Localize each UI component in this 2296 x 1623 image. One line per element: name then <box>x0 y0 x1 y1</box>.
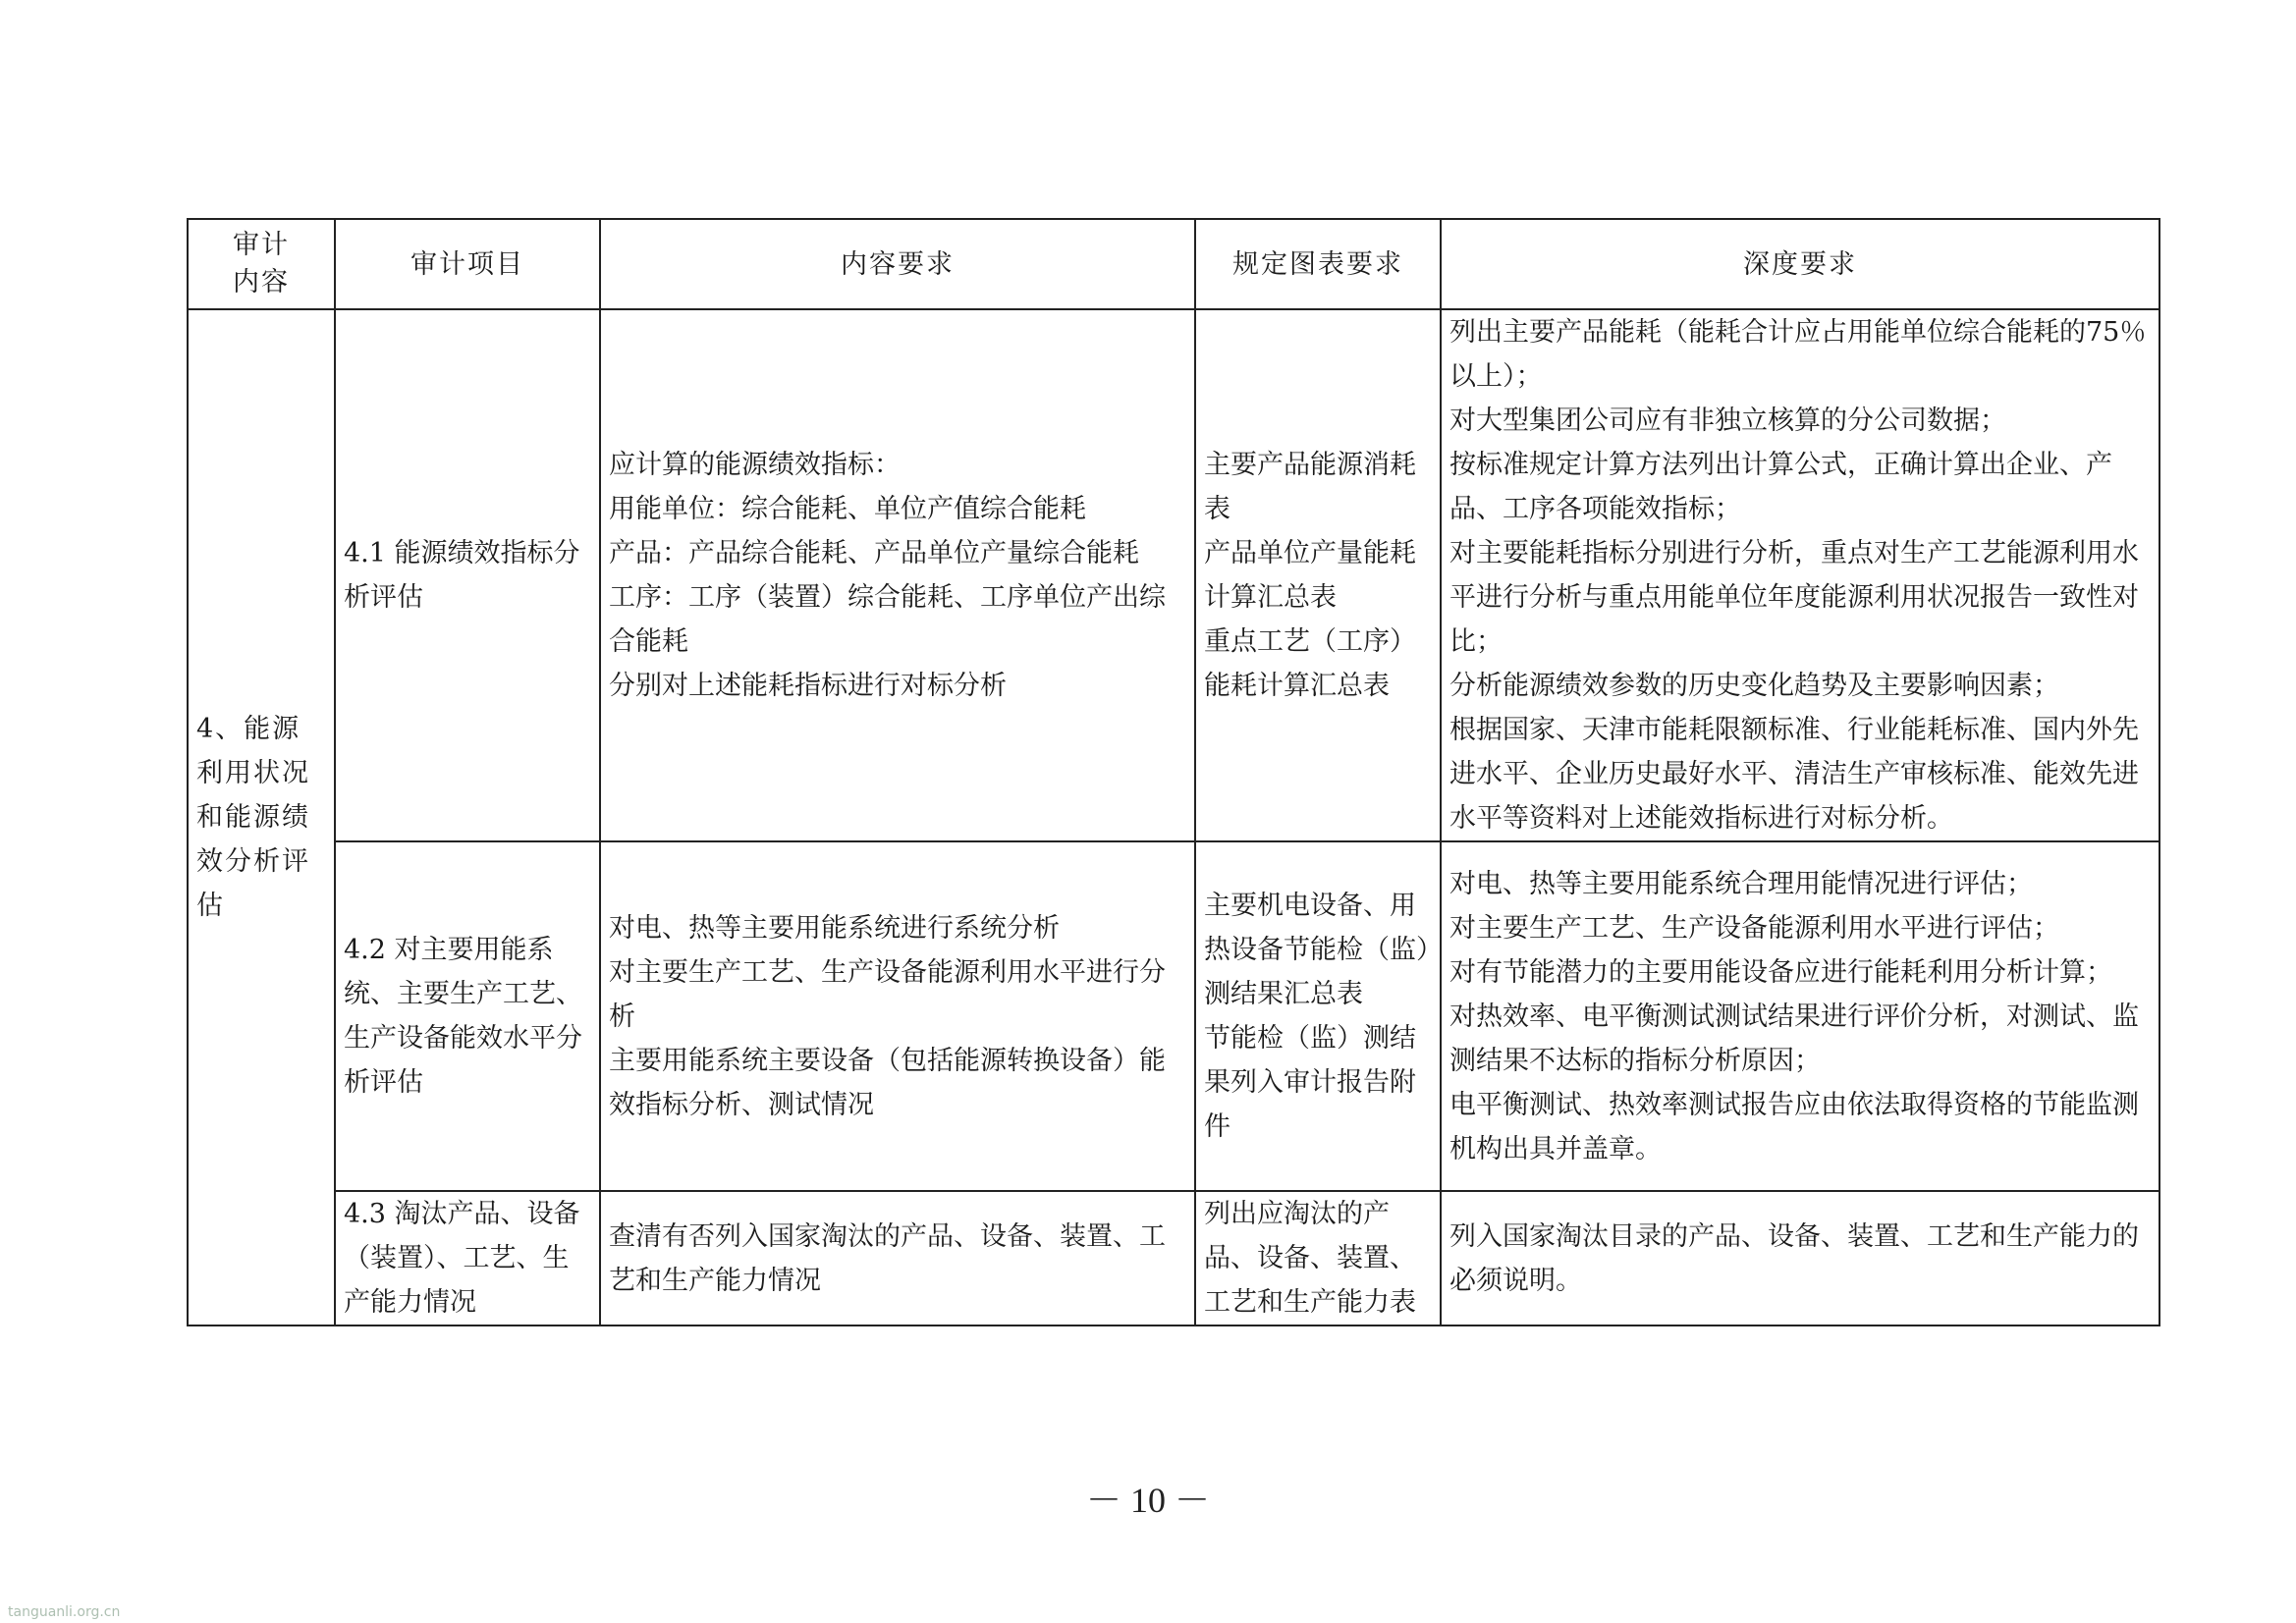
content-line: 工序：工序（装置）综合能耗、工序单位产出综合能耗 <box>609 582 1166 657</box>
audit-requirements-table <box>187 218 2160 1326</box>
depth-line: 电平衡测试、热效率测试报告应由依法取得资格的节能监测机构出具并盖章。 <box>1449 1089 2139 1164</box>
item-label: 4.1 能源绩效指标分析评估 <box>344 538 580 613</box>
watermark-text: tanguanli.org.cn <box>8 1604 121 1620</box>
chart-line: 重点工艺（工序）能耗计算汇总表 <box>1204 626 1416 701</box>
item-cell <box>335 309 600 841</box>
depth-line: 对热效率、电平衡测试测试结果进行评价分析，对测试、监测结果不达标的指标分析原因； <box>1449 1001 2139 1076</box>
depth-line: 对电、热等主要用能系统合理用能情况进行评估； <box>1449 868 2033 899</box>
chart-line: 产品单位产量能耗计算汇总表 <box>1204 538 1416 613</box>
page-number: － 10 － <box>1085 1481 1210 1520</box>
section-label-cell <box>188 309 335 1325</box>
content-line: 对主要生产工艺、生产设备能源利用水平进行分析 <box>609 956 1166 1032</box>
depth-line: 分析能源绩效参数的历史变化趋势及主要影响因素； <box>1449 671 2059 701</box>
depth-line: 对有节能潜力的主要用能设备应进行能耗利用分析计算； <box>1449 956 2112 988</box>
content-line: 用能单位：综合能耗、单位产值综合能耗 <box>609 494 1086 524</box>
depth-line: 对主要能耗指标分别进行分析，重点对生产工艺能源利用水平进行分析与重点用能单位年度能源利用状况报告一致性对比； <box>1449 538 2139 657</box>
header-content-requirements: 内容要求 <box>600 219 1195 309</box>
depth-line: 列入国家淘汰目录的产品、设备、装置、工艺和生产能力的必须说明。 <box>1449 1220 2139 1296</box>
item-label: 4.2 对主要用能系统、主要生产工艺、生产设备能效水平分析评估 <box>344 935 582 1098</box>
depth-line: 对主要生产工艺、生产设备能源利用水平进行评估； <box>1449 912 2059 944</box>
header-audit-item: 审计项目 <box>335 219 600 309</box>
depth-line: 按标准规定计算方法列出计算公式，正确计算出企业、产品、工序各项能效指标； <box>1449 450 2112 524</box>
table-row-4-3 <box>188 1191 2159 1325</box>
depth-line: 列出主要产品能耗（能耗合计应占用能单位综合能耗的75％以上）； <box>1449 317 2147 392</box>
chart-line: 节能检（监）测结果列入审计报告附件 <box>1204 1023 1416 1142</box>
depth-cell <box>1441 1191 2159 1325</box>
content-line: 主要用能系统主要设备（包括能源转换设备）能效指标分析、测试情况 <box>609 1045 1166 1120</box>
item-cell <box>335 841 600 1191</box>
item-cell <box>335 1191 600 1325</box>
content-cell <box>600 841 1195 1191</box>
content-line: 查清有否列入国家淘汰的产品、设备、装置、工艺和生产能力情况 <box>609 1220 1166 1296</box>
charts-cell <box>1195 309 1441 841</box>
header-depth-requirements: 深度要求 <box>1441 219 2159 309</box>
table-header-row <box>188 219 2159 309</box>
charts-cell <box>1195 1191 1441 1325</box>
chart-line: 主要产品能源消耗表 <box>1204 450 1416 524</box>
header-chart-requirements: 规定图表要求 <box>1195 219 1441 309</box>
content-line: 产品：产品综合能耗、产品单位产量综合能耗 <box>609 538 1139 568</box>
content-line: 应计算的能源绩效指标： <box>609 450 901 480</box>
depth-cell <box>1441 841 2159 1191</box>
item-label: 4.3 淘汰产品、设备（装置）、工艺、生产能力情况 <box>344 1199 580 1318</box>
chart-line: 主要机电设备、用热设备节能检（监）测结果汇总表 <box>1204 891 1430 1009</box>
depth-cell <box>1441 309 2159 841</box>
table-row-4-1 <box>188 309 2159 841</box>
depth-line: 对大型集团公司应有非独立核算的分公司数据； <box>1449 406 2006 436</box>
charts-cell <box>1195 841 1441 1191</box>
table-row-4-2 <box>188 841 2159 1191</box>
depth-line: 根据国家、天津市能耗限额标准、行业能耗标准、国内外先进水平、企业历史最好水平、清洁生产审核标准、能效先进水平等资料对上述能效指标进行对标分析。 <box>1449 715 2139 834</box>
content-cell <box>600 309 1195 841</box>
content-line: 分别对上述能耗指标进行对标分析 <box>609 671 1007 701</box>
header-audit-content: 审计 内容 <box>188 219 335 309</box>
content-line: 对电、热等主要用能系统进行系统分析 <box>609 912 1060 944</box>
content-cell <box>600 1191 1195 1325</box>
section-label: 4、能源利用状况和能源绩效分析评估 <box>196 714 310 921</box>
chart-line: 列出应淘汰的产品、设备、装置、工艺和生产能力表 <box>1204 1199 1416 1318</box>
